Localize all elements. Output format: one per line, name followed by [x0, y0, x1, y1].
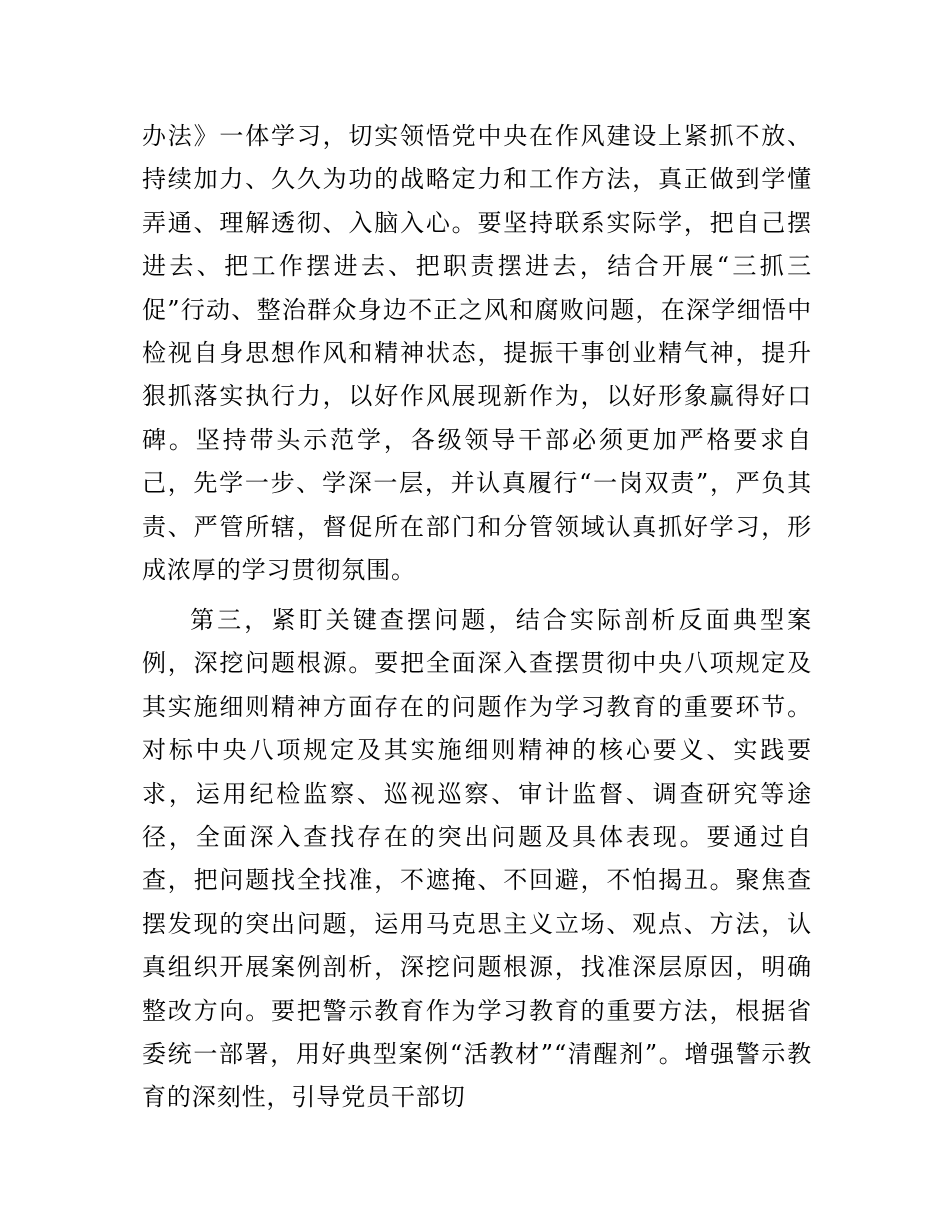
paragraph-continuation: 办法》一体学习，切实领悟党中央在作风建设上紧抓不放、持续加力、久久为功的战略定力和工作方法，真正做到学懂弄通、理解透彻、入脑入心。要坚持联系实际学，把自己摆进去、把工作摆进去、把职责摆进去，结合开展“三抓三促”行动、整治群众身边不正之风和腐败问题，在深学细悟中检视自身思想作风和精神状态，提振干事创业精气神，提升狠抓落实执行力，以好作风展现新作为，以好形象赢得好口碑。坚持带头示范学，各级领导干部必须更加严格要求自己，先学一步、学深一层，并认真履行“一岗双责”，严负其责、严管所辖，督促所在部门和分管领域认真抓好学习，形成浓厚的学习贯彻氛围。 [142, 122, 812, 585]
paragraph-third-point: 第三，紧盯关键查摆问题，结合实际剖析反面典型案例，深挖问题根源。要把全面深入查摆贯彻中央八项规定及其实施细则精神方面存在的问题作为学习教育的重要环节。对标中央八项规定及其实施细则精神的核心要义、实践要求，运用纪检监察、巡视巡察、审计监督、调查研究等途径，全面深入查找存在的突出问题及具体表现。要通过自查，把问题找全找准，不遮掩、不回避，不怕揭丑。聚焦查摆发现的突出问题，运用马克思主义立场、观点、方法，认真组织开展案例剖析，深挖问题根源，找准深层原因，明确整改方向。要把警示教育作为学习教育的重要方法，根据省委统一部署，用好典型案例“活教材”“清醒剂”。增强警示教育的深刻性，引导党员干部切 [142, 606, 812, 1112]
